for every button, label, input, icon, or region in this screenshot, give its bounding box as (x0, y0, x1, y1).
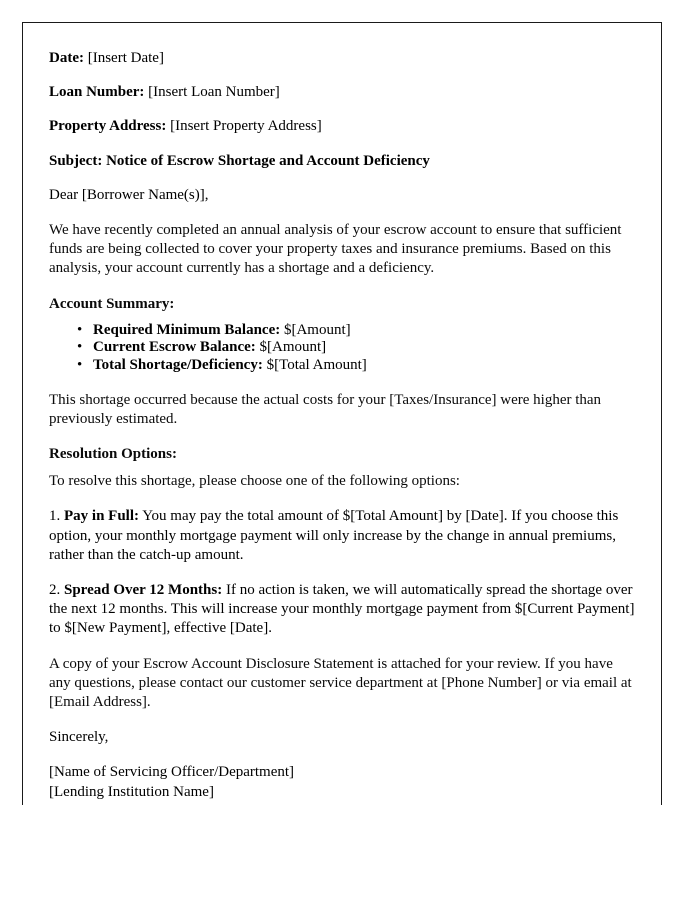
required-minimum-balance-label: Required Minimum Balance: (93, 321, 281, 338)
required-minimum-balance-value: $[Amount] (283, 321, 351, 338)
option-2-title: Spread Over 12 Months: (64, 582, 223, 599)
signature-institution-line: [Lending Institution Name] (49, 783, 214, 800)
loan-number-value: [Insert Loan Number] (148, 84, 280, 101)
total-shortage-deficiency-value: $[Total Amount] (266, 357, 367, 374)
option-2-text: If no action is taken, we will automatically spread the shortage over the next 12 months. This will increase your monthly mortgage payment from $[Current Payment] to $[New Payment], effective [Date]. (49, 582, 635, 637)
resolution-option-1 (49, 507, 635, 565)
date-label: Date: (49, 50, 84, 66)
bullet-icon: • (77, 357, 83, 374)
loan-number-label: Loan Number: (49, 84, 145, 101)
field-row-loan-number (49, 83, 635, 102)
total-shortage-deficiency-label: Total Shortage/Deficiency: (93, 357, 263, 374)
option-1-text: You may pay the total amount of $[Total Amount] by [Date]. If you choose this option, your monthly mortgage payment will only increase by the change in annual premiums, rather than the catch-up amount. (49, 508, 619, 563)
account-summary-list (49, 322, 635, 375)
current-escrow-balance-value: $[Amount] (259, 339, 327, 356)
date-value: [Insert Date] (87, 50, 164, 66)
property-address-label: Property Address: (49, 118, 167, 135)
resolution-intro-paragraph: To resolve this shortage, please choose one of the following options: (49, 473, 460, 490)
property-address-value: [Insert Property Address] (170, 118, 322, 135)
field-row-property-address (49, 117, 635, 136)
list-item (77, 357, 635, 375)
closing-line: Sincerely, (49, 729, 109, 746)
option-2-number: 2. (49, 582, 61, 599)
shortage-cause-paragraph: This shortage occurred because the actual costs for your [Taxes/Insurance] were higher than previously estimated. (49, 391, 602, 427)
bullet-icon: • (77, 321, 83, 338)
disclosure-paragraph: A copy of your Escrow Account Disclosure Statement is attached for your review. If you have any questions, please contact our customer service department at [Phone Number] or via email at [Email Address]. (49, 655, 632, 711)
option-1-number: 1. (49, 508, 61, 525)
field-row-date (49, 49, 635, 68)
signature-name-line: [Name of Servicing Officer/Department] (49, 764, 295, 781)
list-item (77, 321, 635, 340)
salutation: Dear [Borrower Name(s)], (49, 186, 209, 203)
signature-block (49, 763, 635, 801)
list-item (77, 339, 635, 357)
current-escrow-balance-label: Current Escrow Balance: (93, 339, 256, 356)
intro-paragraph: We have recently completed an annual analysis of your escrow account to ensure that sufficient funds are being collected to cover your property taxes and insurance premiums. Based on this analysis, your account currently has a shortage and a deficiency. (49, 222, 622, 277)
document-content (49, 49, 635, 802)
resolution-options-heading: Resolution Options: (49, 446, 177, 463)
option-1-title: Pay in Full: (64, 508, 140, 525)
bullet-icon: • (77, 339, 83, 356)
document-page (22, 22, 662, 805)
account-summary-heading: Account Summary: (49, 295, 175, 312)
subject-line: Subject: Notice of Escrow Shortage and Account Deficiency (49, 152, 430, 169)
resolution-option-2 (49, 581, 635, 639)
